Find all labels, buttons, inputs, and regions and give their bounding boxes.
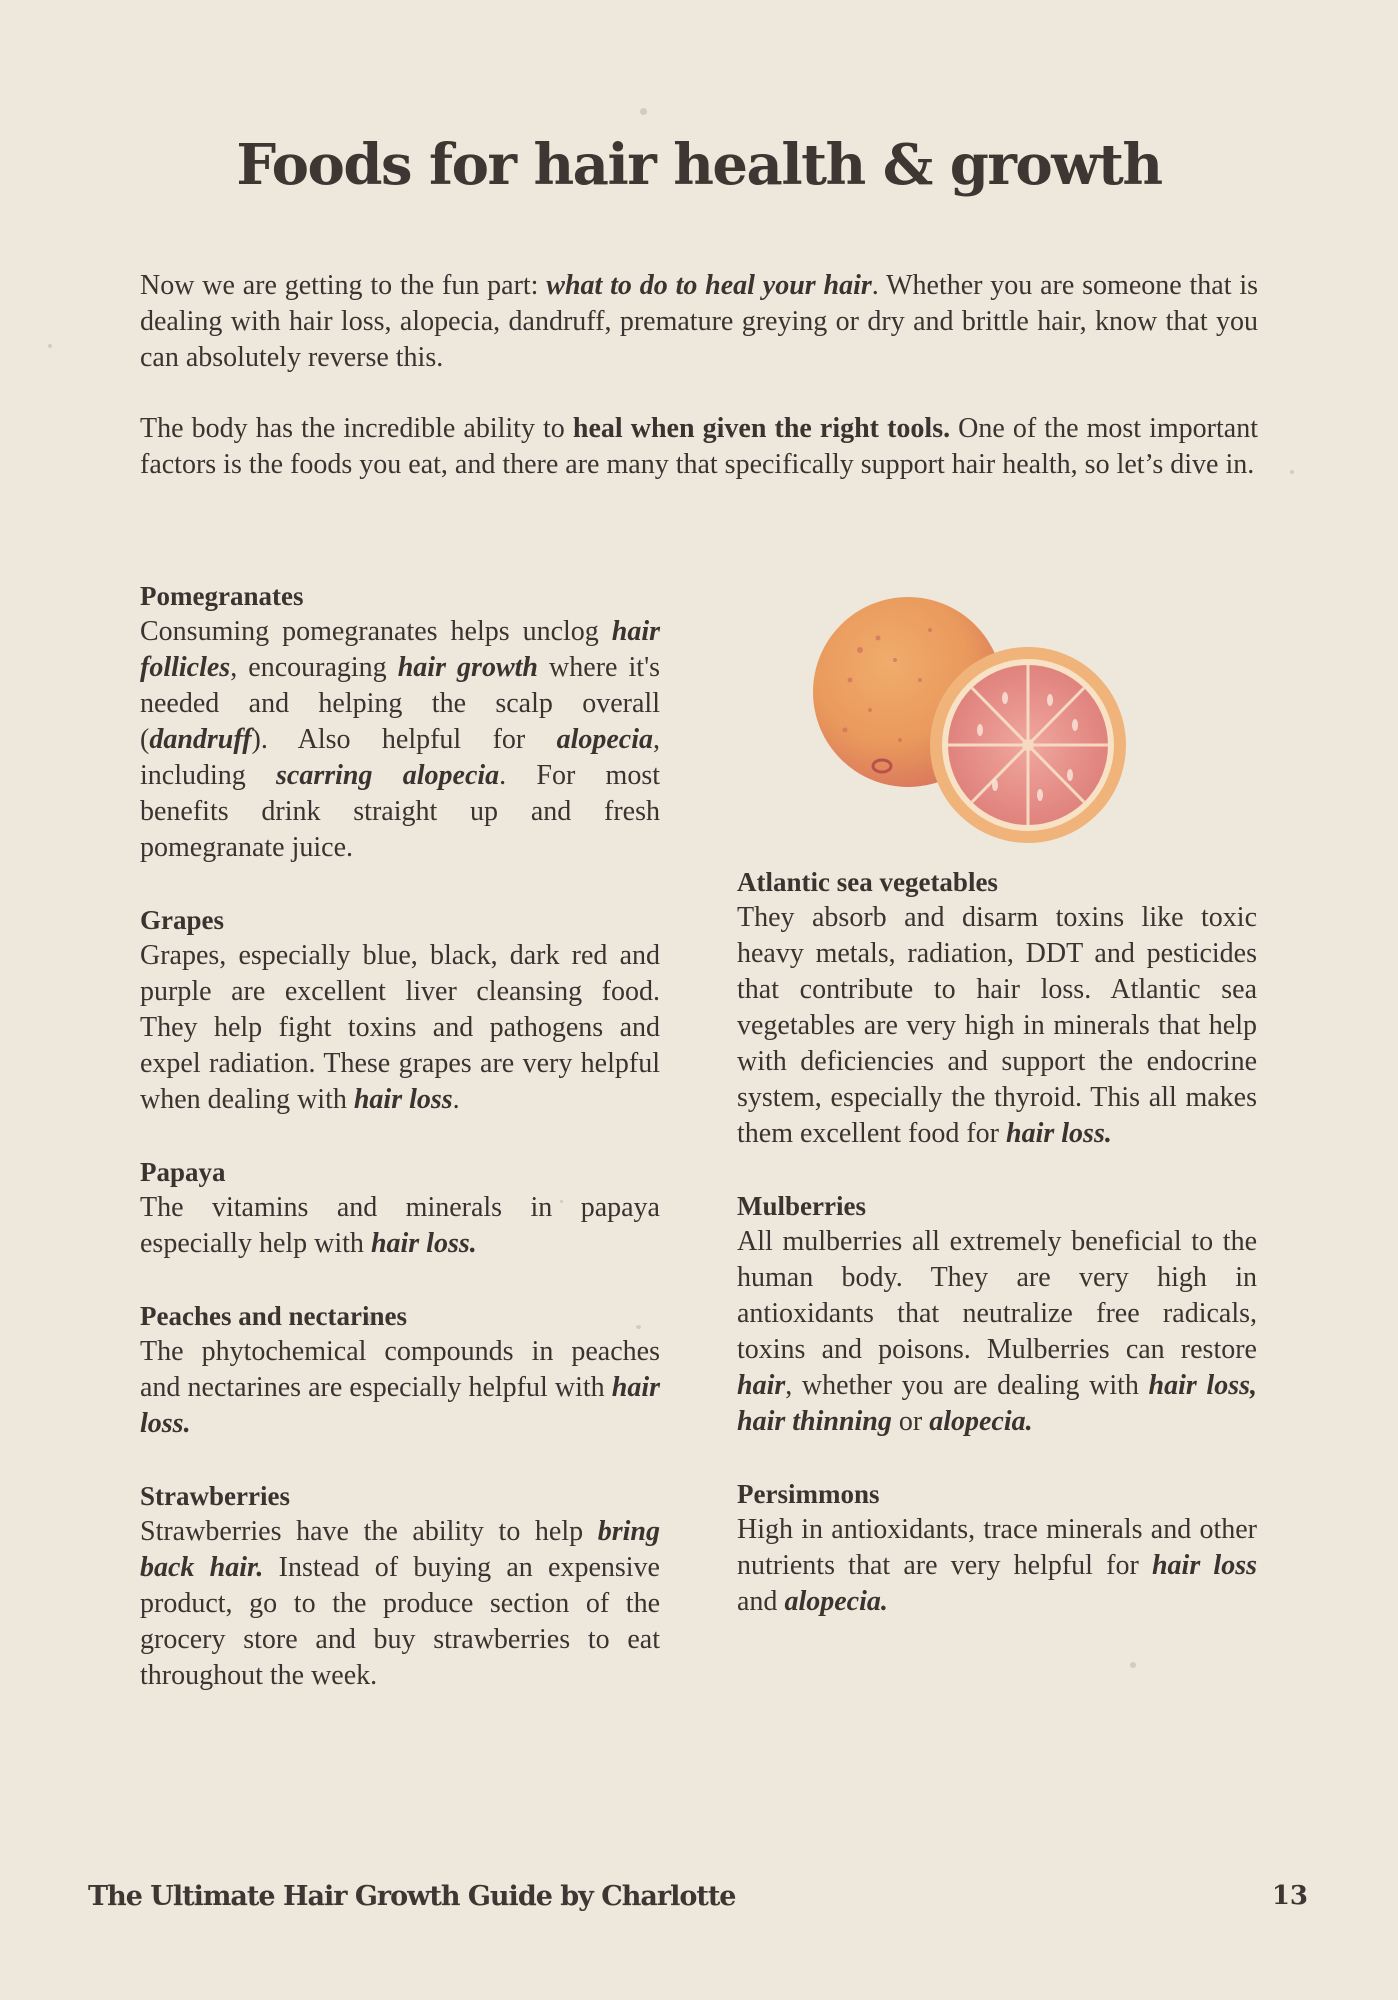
food-heading: Atlantic sea vegetables (737, 867, 998, 897)
emphasis-text: hair loss (1151, 1550, 1257, 1581)
emphasis-text: alopecia. (929, 1406, 1033, 1437)
emphasis-text: heal when given the right tools. (572, 413, 951, 444)
food-heading: Strawberries (140, 1481, 290, 1511)
food-description: Grapes, especially blue, black, dark red and purple are excellent liver cleansing food. They help fight toxins and pathogens and expel radiation. These grapes are very helpful when dealing with hair loss. (140, 940, 660, 1115)
emphasis-text: alopecia. (784, 1586, 888, 1617)
food-description: Consuming pomegranates helps unclog hair follicles, encouraging hair growth where it's needed and helping the scalp overall (dandruff). Also helpful for alopecia, including scarring alopecia. For most benefits drink straight up and fresh pomegranate juice. (140, 616, 661, 863)
emphasis-text: hair loss. (140, 1372, 660, 1439)
emphasis-text: dandruff (149, 724, 252, 755)
footer-guide-title: The Ultimate Hair Growth Guide by Charlotte (88, 1881, 736, 1912)
emphasis-text: hair follicles (140, 616, 660, 683)
paper-speck (48, 344, 52, 348)
intro-paragraph-2: The body has the incredible ability to heal when given the right tools. One of the most important factors is the foods you eat, and there are many that specifically support hair health, so let’s dive in. (140, 413, 1258, 480)
food-heading: Peaches and nectarines (140, 1301, 407, 1331)
food-description: The vitamins and minerals in papaya especially help with hair loss. (140, 1192, 660, 1259)
emphasis-text: alopecia (556, 724, 653, 755)
emphasis-text: hair loss. (1006, 1118, 1112, 1149)
emphasis-text: hair loss (353, 1084, 453, 1115)
food-heading: Persimmons (737, 1479, 880, 1509)
food-heading: Grapes (140, 905, 224, 935)
food-entry-papaya (140, 1154, 660, 1262)
paper-speck (640, 108, 647, 115)
emphasis-text: bring back hair. (140, 1516, 660, 1583)
emphasis-text: hair (737, 1370, 786, 1401)
food-heading: Papaya (140, 1157, 226, 1187)
food-entry-peaches-and-nectarines (140, 1298, 660, 1442)
emphasis-text: what to do to heal your hair (546, 270, 872, 301)
emphasis-text: scarring alopecia (276, 760, 500, 791)
food-heading: Pomegranates (140, 581, 304, 611)
intro-paragraph-1: Now we are getting to the fun part: what to do to heal your hair. Whether you are someone that is dealing with hair loss, alopecia, dandruff, premature greying or dry and brittle hair, know that you can absolutely reverse this. (140, 270, 1258, 373)
paper-speck (1290, 470, 1294, 474)
food-entry-mulberries (737, 1188, 1257, 1440)
food-description: High in antioxidants, trace minerals and other nutrients that are very helpful for hair loss and alopecia. (737, 1514, 1257, 1617)
emphasis-text: hair loss. (370, 1228, 477, 1259)
emphasis-text: hair growth (397, 652, 538, 683)
left-column (140, 578, 660, 1730)
grapefruit-illustration-icon (800, 590, 1160, 850)
paper-speck (1130, 1662, 1136, 1668)
emphasis-text: hair loss, hair thinning (737, 1370, 1257, 1437)
food-description: The phytochemical compounds in peaches and nectarines are especially helpful with hair loss. (140, 1336, 660, 1439)
food-entry-pomegranates (140, 578, 660, 866)
food-entry-persimmons (737, 1476, 1257, 1620)
right-column (737, 864, 1257, 1656)
food-heading: Mulberries (737, 1191, 866, 1221)
page-number: 13 (1271, 1881, 1308, 1911)
page-title: Foods for hair health & growth (236, 132, 1162, 198)
food-entry-strawberries (140, 1478, 660, 1694)
food-description: They absorb and disarm toxins like toxic heavy metals, radiation, DDT and pesticides that contribute to hair loss. Atlantic sea vegetables are very high in minerals that help with deficiencies and support the endocrine system, especially the thyroid. This all makes them excellent food for hair loss. (737, 902, 1257, 1149)
food-description: All mulberries all extremely beneficial to the human body. They are very high in antioxidants that neutralize free radicals, toxins and poisons. Mulberries can restore hair, whether you are dealing with hair loss, hair thinning or alopecia. (737, 1226, 1257, 1437)
food-description: Strawberries have the ability to help bring back hair. Instead of buying an expensive product, go to the produce section of the grocery store and buy strawberries to eat throughout the week. (140, 1516, 660, 1691)
food-entry-grapes (140, 902, 660, 1118)
food-entry-atlantic-sea-vegetables (737, 864, 1257, 1152)
